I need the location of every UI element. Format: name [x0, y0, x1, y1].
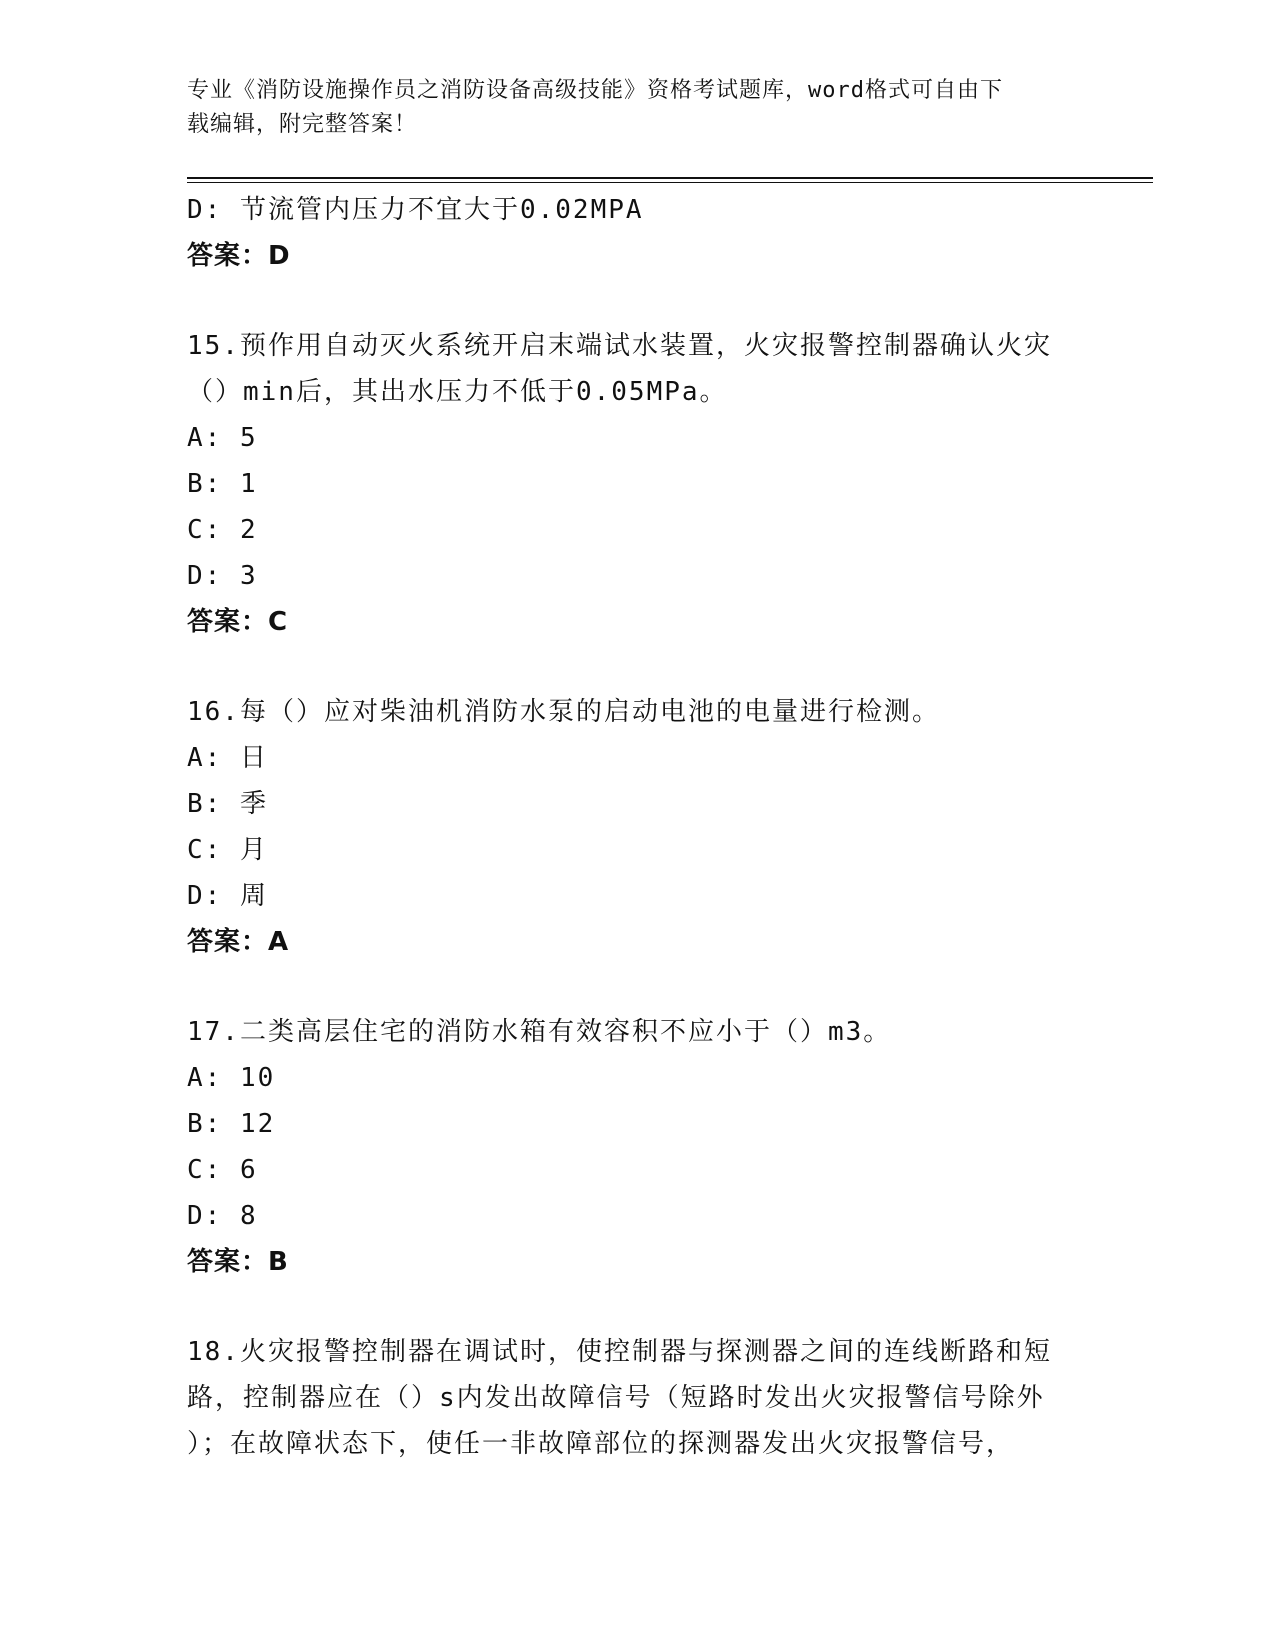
- option-b: B: 季: [187, 789, 268, 819]
- option-a: A: 日: [187, 743, 268, 773]
- question-17: [187, 1009, 1087, 1285]
- option-b: B: 12: [187, 1109, 276, 1139]
- question-stem: 17.二类高层住宅的消防水箱有效容积不应小于（）m3。: [187, 1017, 892, 1047]
- option-c: C: 2: [187, 515, 258, 545]
- option-d: D: 周: [187, 881, 268, 911]
- option-a: A: 5: [187, 423, 258, 453]
- answer-line: 答案：D: [187, 241, 291, 271]
- question-stem: 路，控制器应在（）s内发出故障信号（短路时发出火灾报警信号除外: [187, 1383, 1045, 1413]
- answer-line: 答案：A: [187, 927, 290, 957]
- question-content: [187, 187, 1087, 1467]
- question-stem: 16.每（）应对柴油机消防水泵的启动电池的电量进行检测。: [187, 697, 940, 727]
- question-stem: ）；在故障状态下，使任一非故障部位的探测器发出火灾报警信号，: [187, 1429, 1015, 1459]
- spacer: [187, 1285, 1087, 1329]
- header-divider-thin: [187, 182, 1153, 183]
- option-d: D: 3: [187, 561, 258, 591]
- carryover-block: [187, 187, 1087, 279]
- option-c: C: 月: [187, 835, 268, 865]
- question-15: [187, 323, 1087, 645]
- spacer: [187, 279, 1087, 323]
- option-d: D: 8: [187, 1201, 258, 1231]
- option-c: C: 6: [187, 1155, 258, 1185]
- header-line-1: 专业《消防设施操作员之消防设备高级技能》资格考试题库，word格式可自由下: [187, 78, 1003, 103]
- document-header: [187, 74, 1067, 142]
- question-16: [187, 689, 1087, 965]
- question-stem: 18.火灾报警控制器在调试时，使控制器与探测器之间的连线断路和短: [187, 1337, 1052, 1367]
- answer-line: 答案：B: [187, 1247, 289, 1277]
- option-b: B: 1: [187, 469, 258, 499]
- answer-line: 答案：C: [187, 607, 289, 637]
- option-a: A: 10: [187, 1063, 276, 1093]
- question-stem: 15.预作用自动灭火系统开启末端试水装置，火灾报警控制器确认火灾: [187, 331, 1052, 361]
- spacer: [187, 645, 1087, 689]
- question-stem: （）min后，其出水压力不低于0.05MPa。: [187, 377, 728, 407]
- header-line-2: 载编辑，附完整答案！: [187, 112, 418, 137]
- option-d: D: 节流管内压力不宜大于0.02MPA: [187, 195, 644, 225]
- question-18: [187, 1329, 1087, 1467]
- spacer: [187, 965, 1087, 1009]
- header-divider-thick: [187, 177, 1153, 179]
